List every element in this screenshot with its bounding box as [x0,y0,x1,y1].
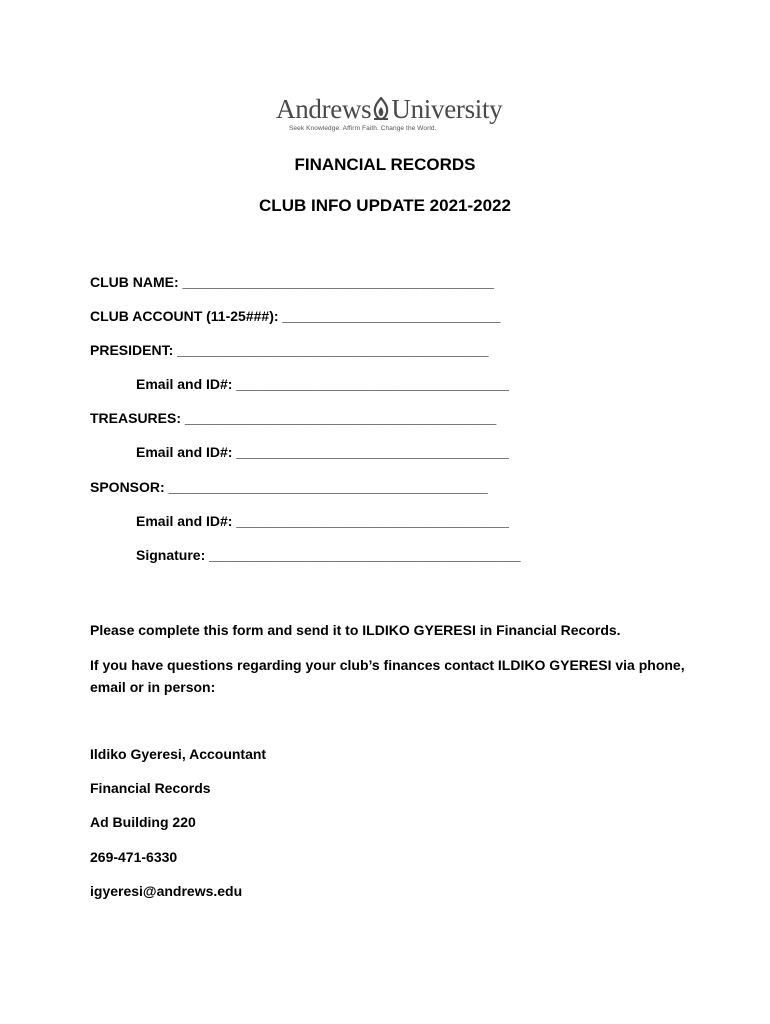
contact-phone: 269-471-6330 [90,849,178,865]
instruction-paragraph-2: If you have questions regarding your club’s finances contact ILDIKO GYERESI via phone, email or in person: [90,657,685,695]
form-title: FINANCIAL RECORDS [294,155,476,174]
flame-icon [372,97,390,121]
treasures-email-field: Email and ID#: ___________________________________ [136,444,509,460]
logo-name-right: University [391,94,503,124]
contact-email: igyeresi@andrews.edu [90,883,243,899]
sponsor-email-field: Email and ID#: ___________________________________ [136,513,509,529]
form-subtitle: CLUB INFO UPDATE 2021-2022 [259,196,511,215]
university-logo [276,94,503,138]
treasures-field: TREASURES: ________________________________________ [90,410,497,426]
contact-name: Ildiko Gyeresi, Accountant [90,746,267,762]
signature-field: Signature: ________________________________________ [136,547,521,563]
sponsor-field: SPONSOR: _________________________________________ [90,479,488,495]
logo-name-left: Andrews [276,94,372,124]
president-email-field: Email and ID#: ___________________________________ [136,376,509,392]
logo-wordmark [276,94,502,124]
club-account-field: CLUB ACCOUNT (11-25###): ____________________________ [90,308,501,324]
instruction-paragraph-1: Please complete this form and send it to ILDIKO GYERESI in Financial Records. [90,622,621,638]
contact-building: Ad Building 220 [90,814,196,830]
logo-tagline: Seek Knowledge. Affirm Faith. Change the World. [289,125,437,132]
club-name-field: CLUB NAME: ________________________________________ [90,274,494,290]
contact-department: Financial Records [90,780,211,796]
president-field: PRESIDENT: ________________________________________ [90,342,489,358]
